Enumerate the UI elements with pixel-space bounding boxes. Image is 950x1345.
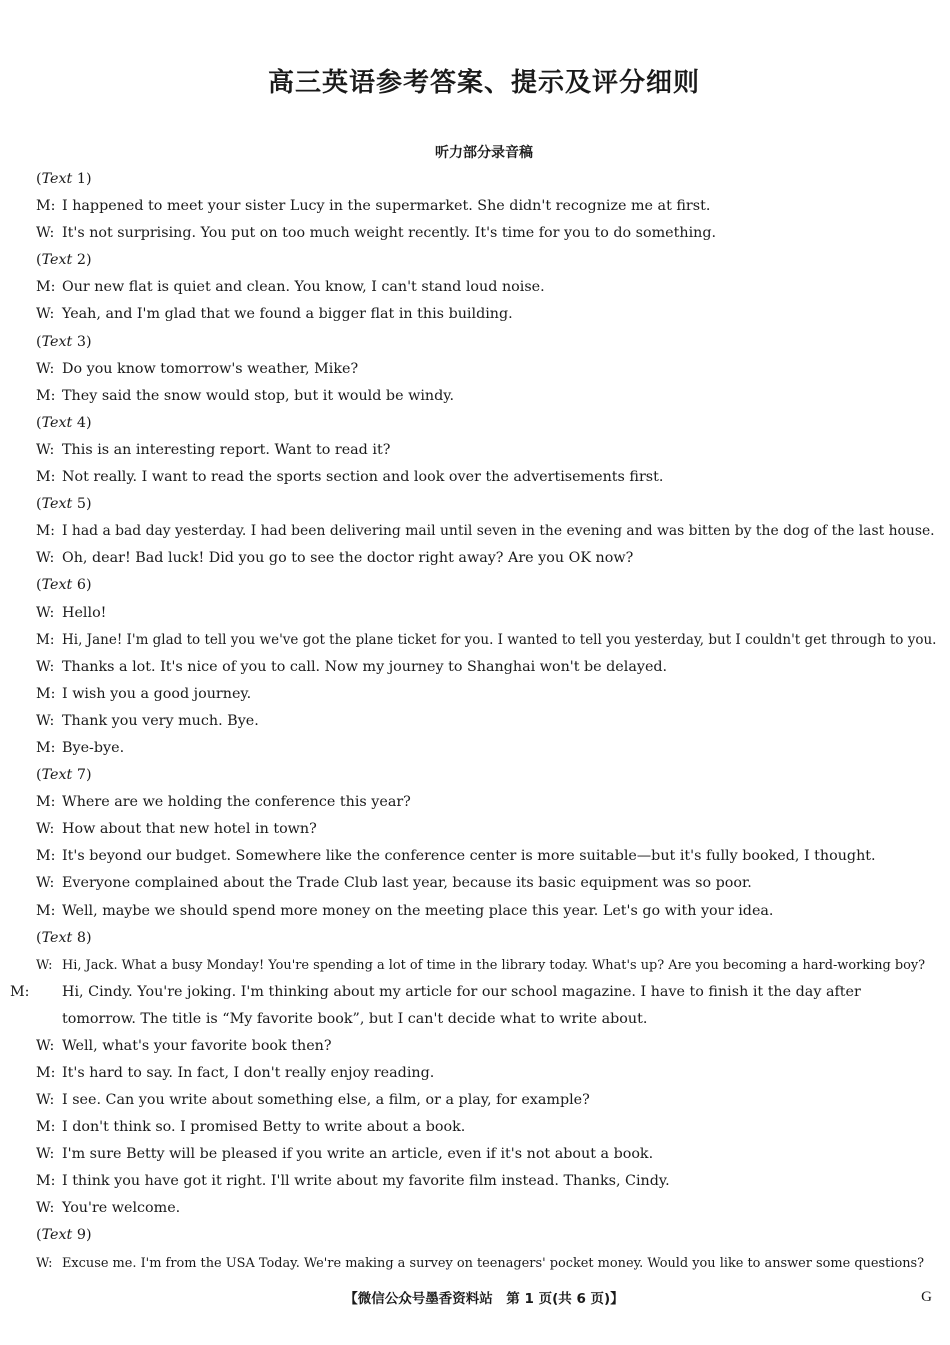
dialogue-line: [36, 1033, 936, 1060]
paren-close: ): [85, 171, 92, 187]
dialogue-line: [36, 952, 936, 979]
dialogue-line: [36, 1168, 936, 1195]
speaker-label: M:: [36, 631, 55, 648]
text-label: Text: [41, 929, 73, 946]
paren-open: (: [36, 496, 42, 513]
text-number: 7: [76, 767, 86, 784]
speaker-label: W:: [36, 1092, 55, 1108]
dialogue-text: Where are we holding the conference this year?: [62, 794, 411, 811]
speaker-label: W:: [36, 1037, 55, 1054]
dialogue-line: [36, 600, 936, 627]
dialogue-text: I'm sure Betty will be pleased if you write an article, even if it's not about a book.: [62, 1146, 654, 1163]
paren-open: (: [36, 333, 42, 350]
paren-open: (: [36, 1227, 42, 1244]
paren-open: (: [36, 414, 42, 431]
section-subtitle: 听力部分录音稿: [435, 145, 533, 161]
paren-close: ): [85, 767, 92, 784]
text-number: 6: [76, 577, 86, 594]
dialogue-text: Our new flat is quiet and clean. You know, I can't stand loud noise.: [62, 279, 545, 296]
dialogue-line: [36, 193, 936, 220]
speaker-label: M:: [36, 1173, 56, 1190]
text-number: 5: [76, 496, 86, 513]
paren-close: ): [85, 1227, 92, 1244]
dialogue-text: Bye-bye.: [62, 739, 125, 756]
dialogue-text: I wish you a good journey.: [62, 685, 252, 702]
text-number: 1: [76, 171, 86, 187]
dialogue-text: I had a bad day yesterday. I had been delivering mail until seven in the evening and was bitten by the dog of the last house.: [62, 523, 935, 540]
dialogue-line: [36, 843, 936, 870]
dialogue-line: [36, 816, 936, 843]
speaker-label: M:: [36, 739, 56, 756]
paren-close: ): [85, 414, 92, 431]
dialogue-line: [36, 301, 936, 328]
paren-close: ): [85, 496, 92, 513]
text-label: Text: [41, 577, 73, 594]
dialogue-line: [36, 464, 936, 491]
speaker-label: M:: [36, 279, 56, 296]
paren-close: ): [85, 333, 92, 350]
text-number: 9: [76, 1227, 86, 1244]
text-heading: [36, 925, 936, 952]
dialogue-line: [36, 870, 936, 897]
paren-open: (: [36, 577, 42, 594]
dialogue-text: Hi, Jack. What a busy Monday! You're spending a lot of time in the library today. What's up? Are you becoming a hard-working boy?: [62, 957, 926, 973]
dialogue-line: [36, 437, 936, 464]
paren-close: ): [85, 929, 92, 946]
text-label: Text: [41, 1227, 73, 1244]
speaker-label: W:: [36, 1200, 55, 1217]
dialogue-text: I don't think so. I promised Betty to write about a book.: [62, 1119, 466, 1136]
dialogue-text: How about that new hotel in town?: [62, 821, 317, 838]
dialogue-text: Thanks a lot. It's nice of you to call. Now my journey to Shanghai won't be delayed.: [62, 658, 668, 675]
dialogue-line: [36, 1087, 936, 1114]
dialogue-text: Well, what's your favorite book then?: [62, 1037, 332, 1054]
paren-open: (: [36, 767, 42, 784]
speaker-label: W:: [36, 225, 55, 242]
speaker-label: W:: [36, 604, 55, 621]
dialogue-text: Not really. I want to read the sports section and look over the advertisements first.: [62, 469, 664, 486]
dialogue-text: Hello!: [62, 604, 107, 621]
paren-close: ): [85, 577, 92, 594]
dialogue-text: Everyone complained about the Trade Club last year, because its basic equipment was so poor.: [62, 875, 752, 892]
speaker-label: M:: [36, 469, 56, 486]
text-number: 4: [76, 414, 86, 431]
speaker-label: M:: [36, 902, 56, 919]
dialogue-line: [36, 383, 936, 410]
page-title: 高三英语参考答案、提示及评分细则: [267, 68, 700, 98]
text-heading: [36, 247, 936, 274]
speaker-label: W:: [36, 658, 55, 675]
dialogue-text: They said the snow would stop, but it would be windy.: [62, 387, 454, 404]
dialogue-line: [36, 1060, 936, 1087]
speaker-label: W:: [36, 306, 55, 323]
text-number: 8: [76, 929, 86, 946]
speaker-label: M:: [10, 983, 30, 1000]
speaker-label: W:: [36, 1146, 55, 1163]
paren-open: (: [36, 171, 42, 187]
speaker-label: M:: [36, 198, 56, 215]
text-number: 3: [76, 333, 86, 350]
dialogue-text: Yeah, and I'm glad that we found a bigger flat in this building.: [62, 306, 513, 323]
text-label: Text: [41, 171, 73, 187]
text-heading: [36, 166, 936, 193]
dialogue-line: [36, 708, 936, 735]
speaker-label: M:: [36, 523, 55, 540]
speaker-label: W:: [36, 360, 55, 377]
dialogue-text: Oh, dear! Bad luck! Did you go to see the doctor right away? Are you OK now?: [62, 550, 634, 567]
speaker-label: M:: [36, 1119, 56, 1136]
page-footer: 【微信公众号墨香资料站 第 1 页(共 6 页)】: [344, 1291, 624, 1307]
dialogue-line: [10, 979, 936, 1033]
dialogue-text: Excuse me. I'm from the USA Today. We're making a survey on teenagers' pocket money. Would you like to answer some questions?: [62, 1255, 925, 1271]
dialogue-text: Do you know tomorrow's weather, Mike?: [62, 360, 359, 377]
text-heading: [36, 572, 936, 599]
dialogue-line: [36, 545, 936, 572]
speaker-label: W:: [36, 875, 55, 892]
dialogue-line: [36, 735, 936, 762]
text-label: Text: [41, 414, 73, 431]
text-heading: [36, 329, 936, 356]
dialogue-text: This is an interesting report. Want to read it?: [62, 441, 391, 458]
dialogue-text: Thank you very much. Bye.: [62, 712, 259, 729]
dialogue-line: [36, 1250, 936, 1277]
dialogue-line: [36, 220, 936, 247]
text-label: Text: [41, 496, 73, 513]
dialogue-text: I happened to meet your sister Lucy in the supermarket. She didn't recognize me at first.: [62, 198, 711, 215]
corner-mark: G: [921, 1289, 932, 1305]
dialogue-text: It's beyond our budget. Somewhere like the conference center is more suitable—but it's fully booked, I thought.: [62, 848, 876, 865]
speaker-label: W:: [36, 441, 55, 458]
dialogue-line: [36, 1114, 936, 1141]
dialogue-text: Hi, Cindy. You're joking. I'm thinking about my article for our school magazine. I have to finish it the day after tomorrow. The title is “My favorite book”, but I can't decide what to write about.: [62, 983, 861, 1027]
speaker-label: W:: [36, 550, 55, 567]
text-number: 2: [76, 252, 86, 269]
speaker-label: M:: [36, 387, 56, 404]
dialogue-text: I see. Can you write about something else, a film, or a play, for example?: [62, 1092, 590, 1108]
dialogue-line: [36, 274, 936, 301]
text-label: Text: [41, 252, 73, 269]
speaker-label: M:: [36, 794, 56, 811]
dialogue-line: [36, 1195, 936, 1222]
speaker-label: M:: [36, 1064, 56, 1081]
speaker-label: W:: [36, 1255, 53, 1271]
dialogue-line: [36, 898, 936, 925]
dialogue-text: Well, maybe we should spend more money on the meeting place this year. Let's go with your idea.: [62, 902, 774, 919]
text-heading: [36, 1222, 936, 1249]
text-label: Text: [41, 333, 73, 350]
text-heading: [36, 762, 936, 789]
speaker-label: W:: [36, 821, 55, 838]
speaker-label: W:: [36, 957, 53, 973]
text-heading: [36, 491, 936, 518]
dialogue-text: I think you have got it right. I'll write about my favorite film instead. Thanks, Cindy.: [62, 1173, 670, 1190]
paren-open: (: [36, 252, 42, 269]
dialogue-line: [36, 356, 936, 383]
dialogue-text: Hi, Jane! I'm glad to tell you we've got the plane ticket for you. I wanted to tell you yesterday, but I couldn't get through to you.: [62, 631, 937, 648]
dialogue-text: It's hard to say. In fact, I don't really enjoy reading.: [62, 1064, 435, 1081]
dialogue-line: [36, 654, 936, 681]
speaker-label: M:: [36, 848, 56, 865]
dialogue-line: [36, 681, 936, 708]
text-label: Text: [41, 767, 73, 784]
speaker-label: W:: [36, 712, 55, 729]
dialogue-line: [36, 789, 936, 816]
dialogue-text: It's not surprising. You put on too much weight recently. It's time for you to do something.: [62, 225, 717, 242]
transcript-body: [10, 166, 937, 1277]
paren-close: ): [85, 252, 92, 269]
paren-open: (: [36, 929, 42, 946]
dialogue-line: [36, 518, 936, 545]
text-heading: [36, 410, 936, 437]
dialogue-text: You're welcome.: [62, 1200, 181, 1217]
speaker-label: M:: [36, 685, 56, 702]
dialogue-line: [36, 1141, 936, 1168]
dialogue-line: [36, 627, 936, 654]
